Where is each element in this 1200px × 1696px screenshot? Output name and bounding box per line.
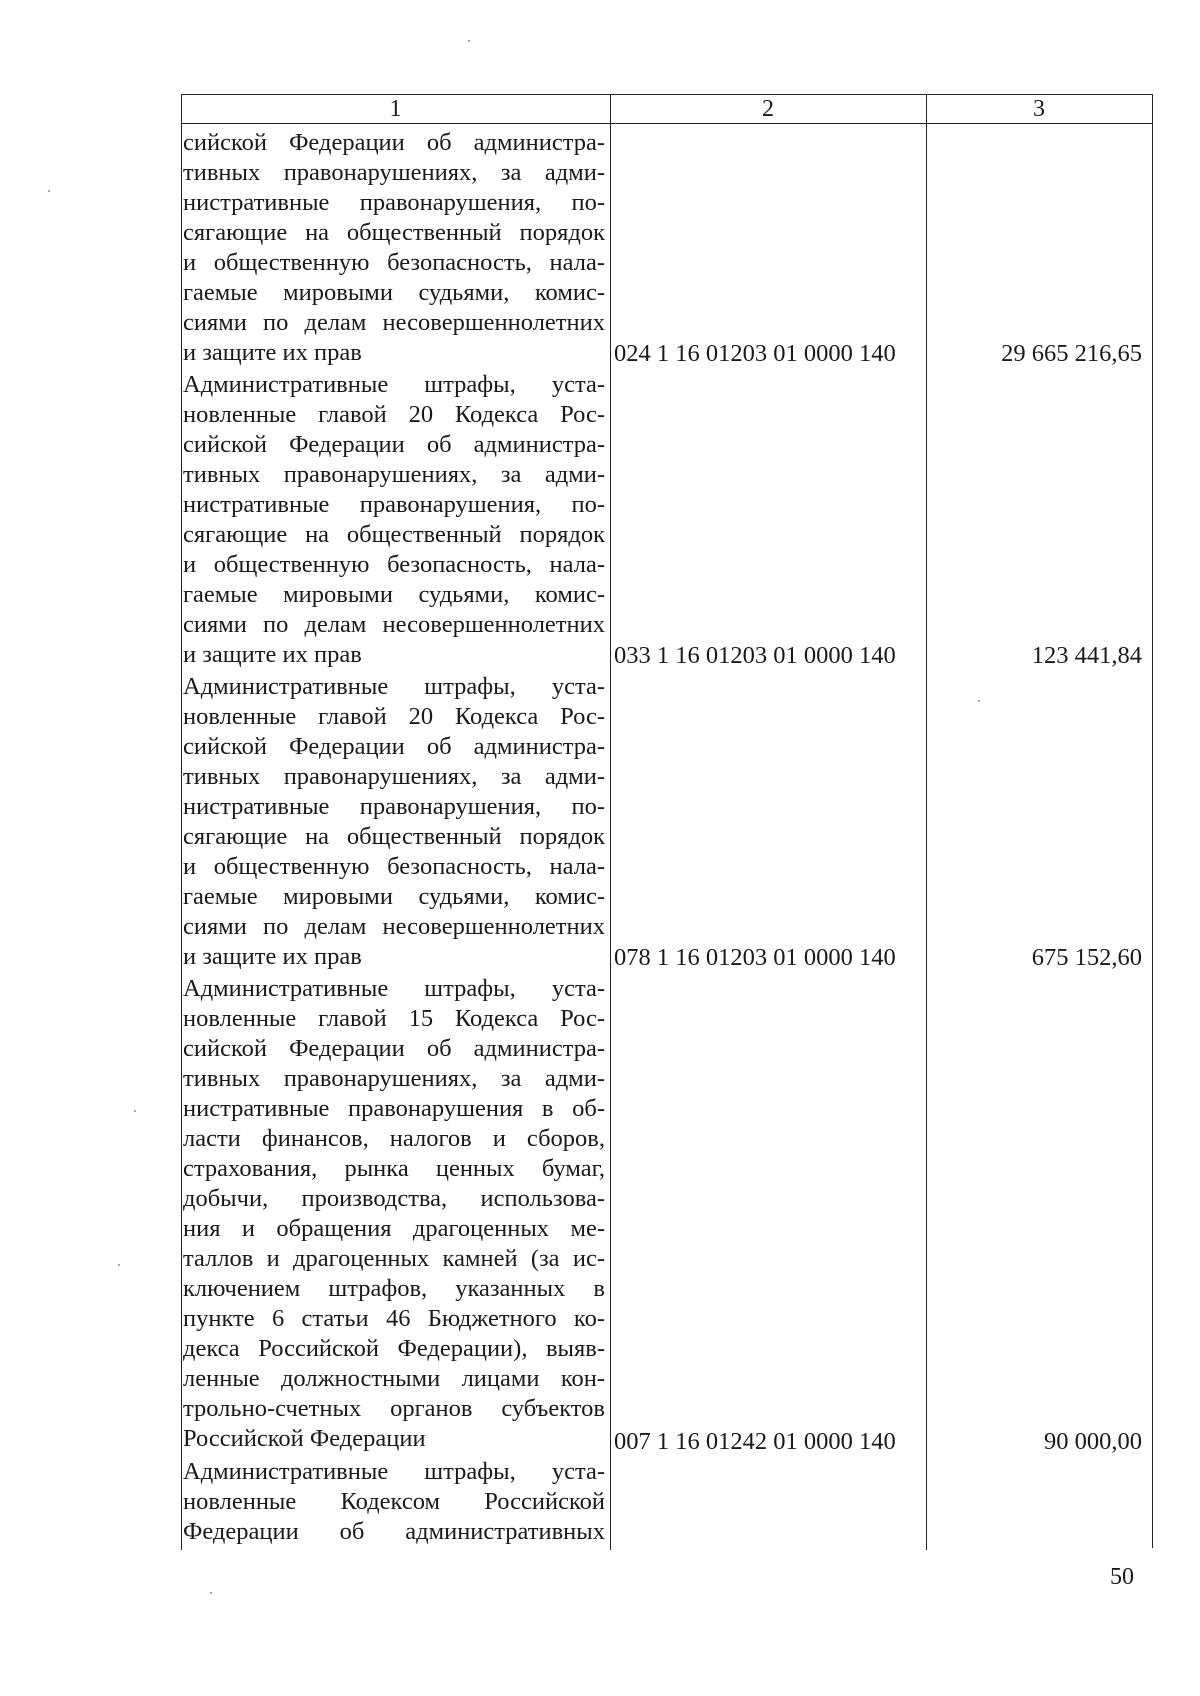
description-line: Административные штрафы, уста- (183, 672, 605, 700)
description-line: новленные главой 20 Кодекса Рос- (183, 702, 605, 730)
column-header-2: 2 (610, 94, 926, 124)
budget-classification-code: 007 1 16 01242 01 0000 140 (614, 1427, 896, 1455)
description-line: трольно-счетных органов субъектов (183, 1394, 605, 1422)
description-line: сиями по делам несовершеннолетних (183, 610, 605, 638)
column-header-1: 1 (181, 94, 610, 124)
description-line: Федерации об административных (183, 1517, 605, 1545)
description-line: тивных правонарушениях, за адми- (183, 762, 605, 790)
description-line: и общественную безопасность, нала- (183, 249, 605, 276)
scan-speck (468, 40, 470, 42)
description-line: сийской Федерации об администра- (183, 129, 605, 156)
description-line: сийской Федерации об администра- (183, 732, 605, 760)
description-line: декса Российской Федерации), выяв- (183, 1334, 605, 1362)
row-description (183, 370, 605, 670)
row-description (183, 1457, 605, 1547)
description-line: гаемые мировыми судьями, комис- (183, 882, 605, 910)
row-description (183, 974, 605, 1454)
description-line: тивных правонарушениях, за адми- (183, 1064, 605, 1092)
scan-speck (118, 1264, 120, 1266)
description-line: тивных правонарушениях, за адми- (183, 460, 605, 488)
description-line: ния и обращения драгоценных ме- (183, 1214, 605, 1242)
description-line: Административные штрафы, уста- (183, 974, 605, 1002)
table-column-border (181, 94, 182, 1550)
table-column-border (1152, 94, 1153, 1548)
amount-value: 675 152,60 (1031, 944, 1142, 972)
description-line: сийской Федерации об администра- (183, 1034, 605, 1062)
scan-speck (48, 190, 50, 192)
description-line: сийской Федерации об администра- (183, 430, 605, 458)
budget-classification-code: 033 1 16 01203 01 0000 140 (614, 642, 896, 670)
description-line: добычи, производства, использова- (183, 1184, 605, 1212)
table-column-border (926, 94, 927, 1550)
amount-value: 29 665 216,65 (1001, 340, 1142, 368)
description-line: и защите их прав (183, 640, 362, 668)
description-line: новленные главой 15 Кодекса Рос- (183, 1004, 605, 1032)
description-line: тивных правонарушениях, за адми- (183, 159, 605, 186)
page-number: 50 (1110, 1564, 1134, 1590)
description-line: ленные должностными лицами кон- (183, 1364, 605, 1392)
description-line: пункте 6 статьи 46 Бюджетного ко- (183, 1304, 605, 1332)
column-header-3: 3 (926, 94, 1152, 124)
description-line: и общественную безопасность, нала- (183, 550, 605, 578)
description-line: нистративные правонарушения, по- (183, 792, 605, 820)
description-line: нистративные правонарушения, по- (183, 189, 605, 216)
budget-classification-code: 078 1 16 01203 01 0000 140 (614, 944, 896, 972)
description-line: нистративные правонарушения в об- (183, 1094, 605, 1122)
description-line: Административные штрафы, уста- (183, 370, 605, 398)
description-line: Административные штрафы, уста- (183, 1457, 605, 1485)
scan-speck (978, 700, 980, 702)
description-line: ласти финансов, налогов и сборов, (183, 1124, 605, 1152)
table-column-border (610, 94, 611, 1550)
description-line: Российской Федерации (183, 1424, 426, 1452)
description-line: новленные Кодексом Российской (183, 1487, 605, 1515)
description-line: таллов и драгоценных камней (за ис- (183, 1244, 605, 1272)
description-line: сягающие на общественный порядок (183, 520, 605, 548)
row-description (183, 672, 605, 972)
description-line: сиями по делам несовершеннолетних (183, 309, 605, 336)
description-line: и защите их прав (183, 942, 362, 970)
amount-value: 123 441,84 (1031, 642, 1142, 670)
description-line: и общественную безопасность, нала- (183, 852, 605, 880)
description-line: сягающие на общественный порядок (183, 822, 605, 850)
amount-value: 90 000,00 (1044, 1427, 1142, 1455)
row-description (183, 128, 605, 368)
description-line: ключением штрафов, указанных в (183, 1274, 605, 1302)
description-line: сиями по делам несовершеннолетних (183, 912, 605, 940)
description-line: сягающие на общественный порядок (183, 219, 605, 246)
description-line: и защите их прав (183, 339, 362, 366)
description-line: страхования, рынка ценных бумаг, (183, 1154, 605, 1182)
description-line: нистративные правонарушения, по- (183, 490, 605, 518)
scan-speck (134, 1110, 136, 1112)
description-line: новленные главой 20 Кодекса Рос- (183, 400, 605, 428)
budget-classification-code: 024 1 16 01203 01 0000 140 (614, 340, 896, 368)
scan-speck (210, 1592, 212, 1594)
description-line: гаемые мировыми судьями, комис- (183, 580, 605, 608)
description-line: гаемые мировыми судьями, комис- (183, 279, 605, 306)
